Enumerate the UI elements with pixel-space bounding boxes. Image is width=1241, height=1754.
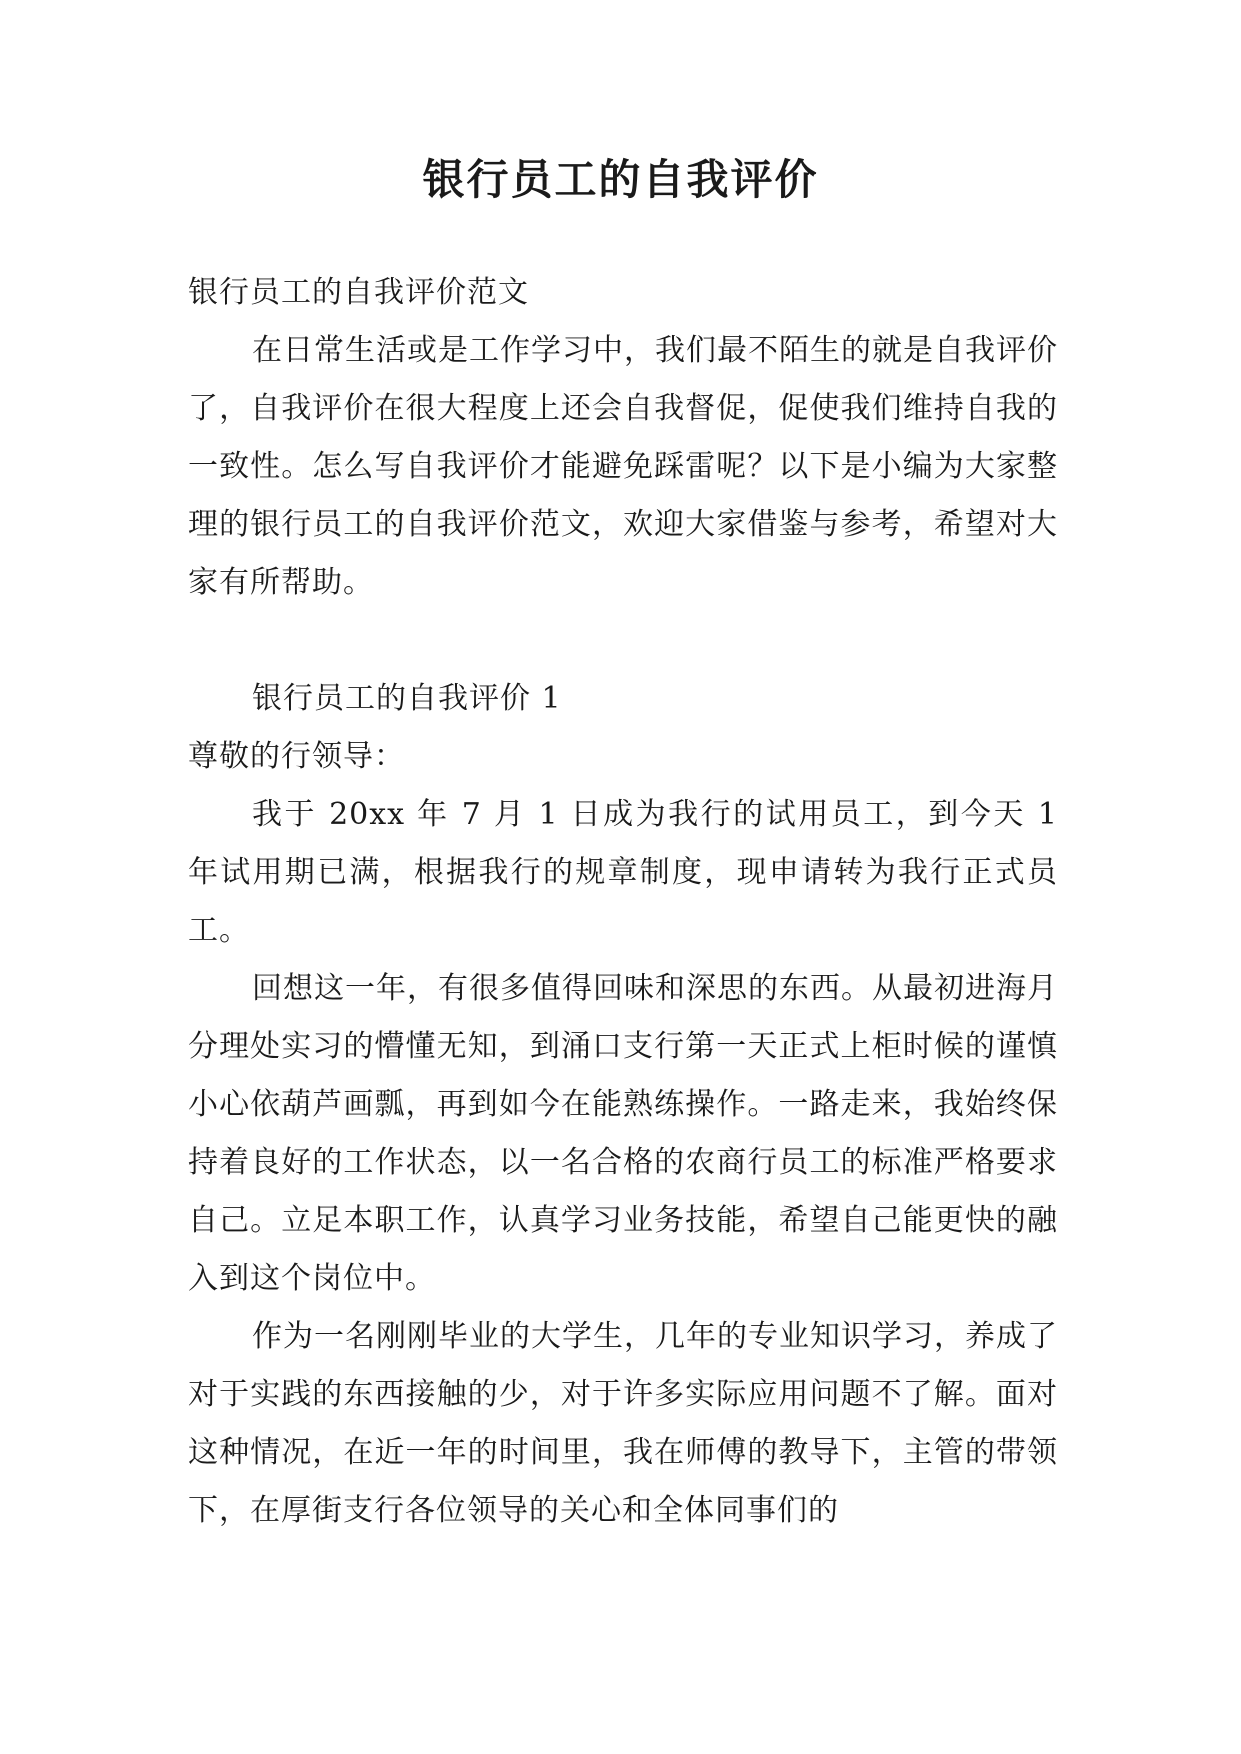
section-heading: 银行员工的自我评价 1 — [252, 681, 562, 716]
section-spacer — [188, 612, 1058, 670]
salutation: 尊敬的行领导： — [188, 739, 405, 774]
document-subtitle: 银行员工的自我评价范文 — [188, 275, 529, 310]
document-body — [188, 264, 1058, 1540]
body-paragraph-1: 我于 20xx 年 7 月 1 日成为我行的试用员工，到今天 1 年试用期已满，根据我行的规章制度，现申请转为我行正式员工。 — [188, 797, 1058, 948]
body-paragraph-3: 作为一名刚刚毕业的大学生，几年的专业知识学习，养成了对于实践的东西接触的少，对于许多实际应用问题不了解。面对这种情况，在近一年的时间里，我在师傅的教导下，主管的带领下，在厚街支行各位领导的关心和全体同事们的 — [188, 1319, 1058, 1528]
document-title: 银行员工的自我评价 — [422, 155, 819, 204]
body-paragraph-2: 回想这一年，有很多值得回味和深思的东西。从最初进海月分理处实习的懵懂无知，到涌口支行第一天正式上柜时候的谨慎小心依葫芦画瓢，再到如今在能熟练操作。一路走来，我始终保持着良好的工作状态，以一名合格的农商行员工的标准严格要求自己。立足本职工作，认真学习业务技能，希望自己能更快的融入到这个岗位中。 — [188, 971, 1058, 1296]
intro-paragraph: 在日常生活或是工作学习中，我们最不陌生的就是自我评价了，自我评价在很大程度上还会自我督促，促使我们维持自我的一致性。怎么写自我评价才能避免踩雷呢？以下是小编为大家整理的银行员工的自我评价范文，欢迎大家借鉴与参考，希望对大家有所帮助。 — [188, 333, 1058, 600]
